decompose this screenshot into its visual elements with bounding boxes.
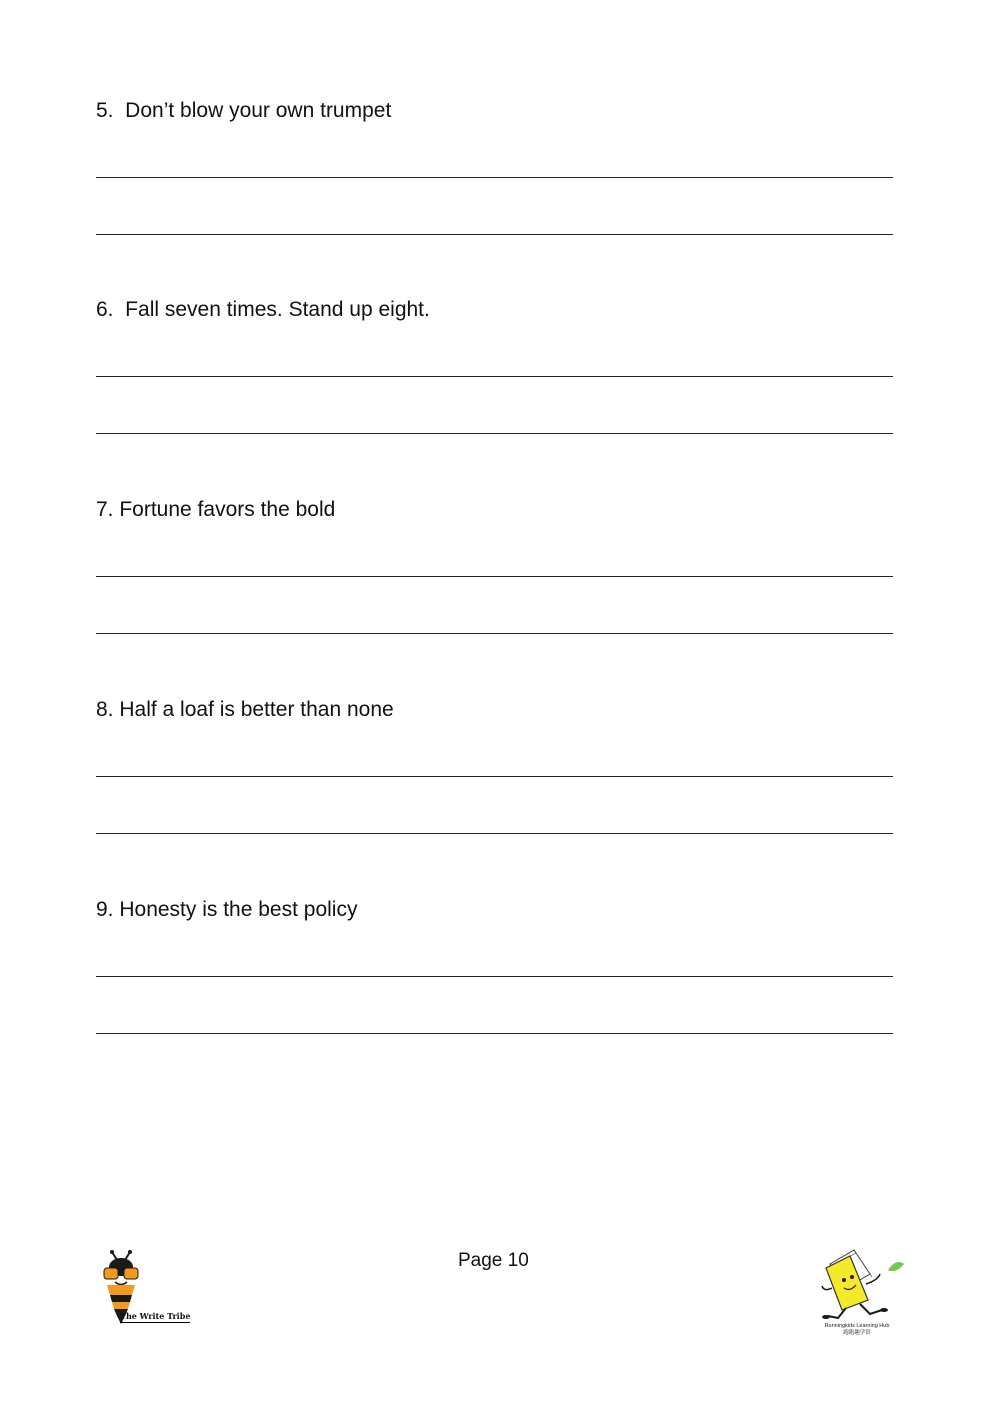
question-text: 7. Fortune favors the bold	[96, 498, 336, 521]
answer-line[interactable]	[96, 976, 893, 977]
answer-line[interactable]	[96, 833, 893, 834]
question-5	[96, 99, 896, 123]
question-8	[96, 698, 896, 722]
page-number: Page 10	[458, 1250, 529, 1271]
question-text: 8. Half a loaf is better than none	[96, 698, 394, 721]
answer-line[interactable]	[96, 433, 893, 434]
answer-line[interactable]	[96, 576, 893, 577]
answer-line[interactable]	[96, 177, 893, 178]
answer-line[interactable]	[96, 376, 893, 377]
runningkids-caption-line2: 跑跑趣学馆	[843, 1330, 871, 1336]
question-text: 6. Fall seven times. Stand up eight.	[96, 298, 430, 321]
question-text: 5. Don’t blow your own trumpet	[96, 99, 392, 122]
answer-line[interactable]	[96, 1033, 893, 1034]
answer-line[interactable]	[96, 633, 893, 634]
question-6	[96, 298, 896, 322]
write-tribe-caption: The Write Tribe	[120, 1311, 191, 1321]
question-text: 9. Honesty is the best policy	[96, 898, 358, 921]
question-7	[96, 498, 896, 522]
answer-line[interactable]	[96, 234, 893, 235]
question-9	[96, 898, 896, 922]
runningkids-caption	[812, 1323, 902, 1337]
answer-line[interactable]	[96, 776, 893, 777]
runningkids-caption-line1: Runningkids Learning Hub	[824, 1323, 890, 1329]
